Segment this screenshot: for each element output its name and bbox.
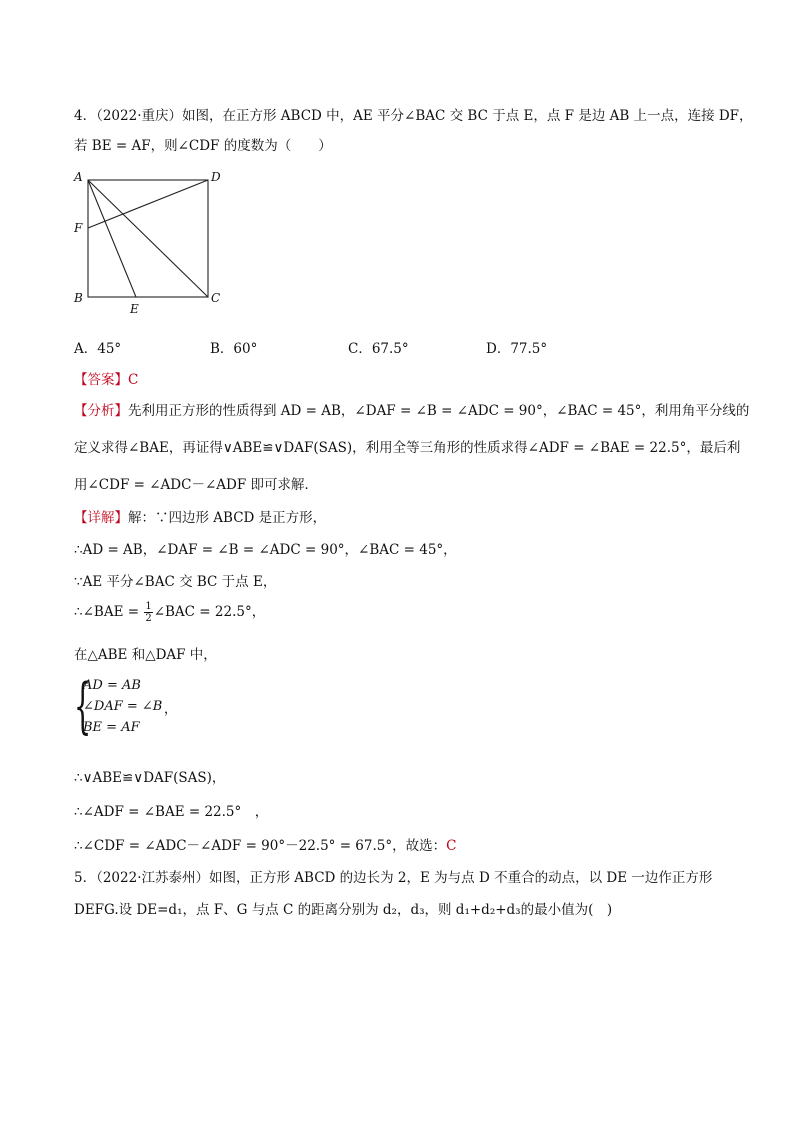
brace-icon: { — [74, 671, 92, 741]
q4-stem-line2: 若 BE = AF，则∠CDF 的度数为（ ） — [74, 138, 332, 154]
system-row-1: AD = AB — [83, 678, 141, 693]
detail-line4-prefix: ∴∠BAE = — [74, 604, 144, 620]
fraction-one-half — [144, 601, 152, 624]
system-row-2: ∠DAF = ∠B — [83, 699, 163, 714]
detail-line6: ∴∨ABE≌∨DAF(SAS)， — [74, 770, 226, 786]
analysis-text1: 先利用正方形的性质得到 AD = AB，∠DAF = ∠B = ∠ADC = 90°，∠BAC = 45°，利用角平分线的 — [128, 403, 750, 419]
segment-ae — [88, 180, 136, 297]
label-d: D — [211, 170, 221, 184]
label-e: E — [130, 302, 139, 316]
segment-df — [88, 180, 208, 228]
detail-text1: 解：∵四边形 ABCD 是正方形， — [128, 510, 327, 526]
q5-stem-line2: DEFG.设 DE=d₁，点 F、G 与点 C 的距离分别为 d₂，d₃，则 d₁+d₂+d₃的最小值为( ) — [74, 902, 613, 918]
analysis-tag: 【分析】 — [74, 403, 128, 419]
fraction-denominator: 2 — [145, 613, 152, 624]
choice-a: A．45° — [74, 341, 122, 357]
analysis-line3: 用∠CDF = ∠ADC－∠ADF 即可求解． — [74, 477, 318, 493]
choice-c: C．67.5° — [348, 341, 409, 357]
analysis-line1 — [74, 399, 749, 419]
detail-line3: ∵AE 平分∠BAC 交 BC 于点 E， — [74, 574, 277, 590]
answer-tag: 【答案】 — [74, 372, 128, 388]
analysis-line2: 定义求得∠BAE，再证得∨ABE≌∨DAF(SAS)，利用全等三角形的性质求得∠ADF = ∠BAE = 22.5°，最后利 — [74, 440, 741, 456]
label-c: C — [211, 291, 221, 305]
choice-d: D．77.5° — [486, 341, 548, 357]
detail-line8-answer: C — [446, 838, 457, 854]
answer-row — [74, 368, 138, 388]
detail-line4 — [74, 600, 265, 624]
label-a: A — [74, 170, 83, 184]
system-comma: ， — [164, 702, 178, 717]
fraction-numerator: 1 — [145, 601, 152, 612]
label-f: F — [74, 221, 83, 235]
detail-line4-suffix: ∠BAC = 22.5°， — [153, 604, 266, 620]
detail-tag: 【详解】 — [74, 510, 128, 526]
choice-b: B．60° — [210, 341, 258, 357]
segment-ac — [88, 180, 208, 297]
q4-stem-line1: 4．（2022·重庆）如图，在正方形 ABCD 中，AE 平分∠BAC 交 BC 于点 E，点 F 是边 AB 上一点，连接 DF， — [74, 108, 753, 124]
q5-stem-line1: 5．（2022·江苏泰州）如图，正方形 ABCD 的边长为 2，E 为与点 D 不重合的动点，以 DE 一边作正方形 — [74, 870, 713, 886]
detail-line2: ∴AD = AB，∠DAF = ∠B = ∠ADC = 90°，∠BAC = 45°， — [74, 542, 457, 558]
detail-line5: 在△ABE 和△DAF 中， — [74, 647, 217, 663]
detail-line7: ∴∠ADF = ∠BAE = 22.5° ， — [74, 804, 269, 820]
detail-line8 — [74, 834, 456, 854]
q4-square-figure — [70, 168, 230, 318]
system-row-3: BE = AF — [83, 720, 140, 735]
detail-line1 — [74, 506, 326, 526]
detail-line8-text: ∴∠CDF = ∠ADC－∠ADF = 90°－22.5° = 67.5°，故选： — [74, 838, 447, 854]
label-b: B — [74, 291, 83, 305]
answer-value: C — [128, 372, 139, 388]
